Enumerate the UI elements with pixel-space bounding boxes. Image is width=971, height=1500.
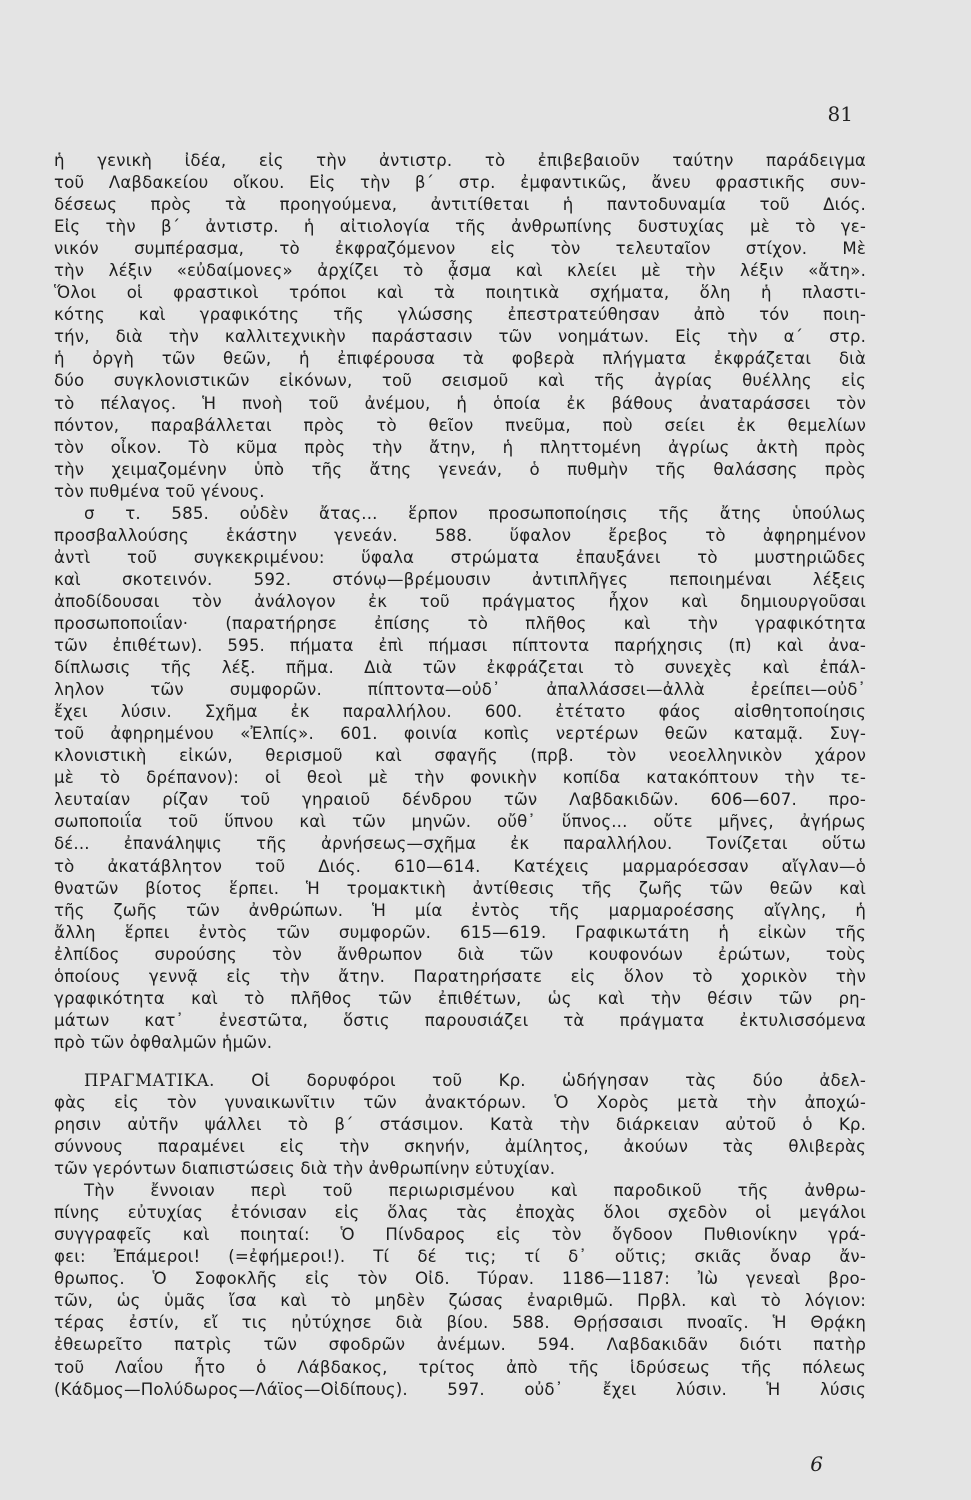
text-line: τῶν γερόντων διαπιστώσεις διὰ τὴν ἀνθρωπίνην εὐτυχίαν. xyxy=(54,1159,556,1179)
text-line: τὸν οἶκον. Τὸ κῦμα πρὸς τὴν ἄτην, ἡ πληττομένη ἀγρίως ἀκτὴ πρὸς xyxy=(54,437,866,457)
text-line: δίπλωσις τῆς λέξ. πῆμα. Διὰ τῶν ἐκφράζεται τὸ συνεχὲς καὶ ἐπάλ- xyxy=(54,658,866,678)
text-line: μάτων κατ᾽ ἐνεστῶτα, ὅστις παρουσιάζει τὰ πράγματα ἐκτυλισσόμενα xyxy=(54,1010,866,1030)
text-line: θρωπος. Ὁ Σοφοκλῆς εἰς τὸν Οἰδ. Τύραν. 1186—1187: Ἰὼ γενεαὶ βρο- xyxy=(54,1269,866,1289)
text-line: τοῦ Λαΐου ἦτο ὁ Λάβδακος, τρίτος ἀπὸ τῆς ἱδρύσεως τῆς πόλεως xyxy=(54,1357,866,1377)
text-line: πόντον, παραβάλλεται πρὸς τὸ θεῖον πνεῦμα, ποὺ σείει ἐκ θεμελίων xyxy=(54,415,866,435)
text-line: γραφικότητα καὶ τὸ πλῆθος τῶν ἐπιθέτων, ὡς καὶ τὴν θέσιν τῶν ρη- xyxy=(54,988,866,1008)
text-line: τῶν ἐπιθέτων). 595. πήματα ἐπὶ πήμασι πίπτοντα παρήχησις (π) καὶ ἀνα- xyxy=(54,636,866,656)
text-line: σύννους παραμένει εἰς τὴν σκηνήν, ἀμίλητος, ἀκούων τὰς θλιβερὰς xyxy=(54,1137,866,1157)
text-line: ἡ γενικὴ ἰδέα, εἰς τὴν ἀντιστρ. τὸ ἐπιβεβαιοῦν ταύτην παράδειγμα xyxy=(54,151,866,170)
text-line: τῆς ζωῆς τῶν ἀνθρώπων. Ἡ μία ἐντὸς τῆς μαρμαροέσσης αἴγλης, ἡ xyxy=(54,900,866,920)
text-line: προσωποποιΐαν· (παρατήρησε ἐπίσης τὸ πλῆθος καὶ τὴν γραφικότητα xyxy=(54,613,866,633)
paragraph-1 xyxy=(54,150,866,503)
text-line: δύο συγκλονιστικῶν εἰκόνων, τοῦ σεισμοῦ καὶ τῆς ἀγρίας θυέλλης εἰς xyxy=(54,371,866,391)
text-line: ἐλπίδος συρούσης τὸν ἄνθρωπον διὰ τῶν κουφονόων ἐρώτων, τοὺς xyxy=(54,944,866,964)
text-line: πίνης εὐτυχίας ἐτόνισαν εἰς ὅλας τὰς ἐποχὰς ὅλοι σχεδὸν οἱ μεγάλοι xyxy=(54,1203,866,1223)
text-line: δέσεως πρὸς τὰ προηγούμενα, ἀντιτίθεται ἡ παντοδυναμία τοῦ Διός. xyxy=(54,195,866,215)
text-line: ἐθεωρεῖτο πατρὶς τῶν σφοδρῶν ἀνέμων. 594. Λαβδακιδᾶν διότι πατὴρ xyxy=(54,1335,866,1355)
text-line: τοῦ Λαβδακείου οἴκου. Εἰς τὴν β΄ στρ. ἐμφαντικῶς, ἄνευ φραστικῆς συν- xyxy=(54,173,866,193)
printer-signature: 6 xyxy=(810,1452,823,1476)
text-line: σ τ. 585. οὐδὲν ἄτας... ἕρπον προσωποποίησις τῆς ἄτης ὑπούλως xyxy=(84,503,866,523)
text-line: προσβαλλούσης ἑκάστην γενεάν. 588. ὕφαλον ἔρεβος τὸ ἀφηρημένον xyxy=(54,525,866,545)
text-line: ληλον τῶν συμφορῶν. πίπτοντα—οὐδ᾽ ἀπαλλάσσει—ἀλλὰ ἐρείπει—οὐδ᾽ xyxy=(54,680,866,700)
text-line: ὁποίους γεννᾷ εἰς τὴν ἄτην. Παρατηρήσατε εἰς ὅλον τὸ χορικὸν τὴν xyxy=(54,966,866,986)
text-line: τὸ πέλαγος. Ἡ πνοὴ τοῦ ἀνέμου, ἡ ὁποία ἐκ βάθους ἀναταράσσει τὸν xyxy=(54,393,866,413)
text-line: ἀποδίδουσαι τὸν ἀνάλογον ἐκ τοῦ πράγματος ἦχον καὶ δημιουργοῦσαι xyxy=(54,591,866,611)
text-line: κότης καὶ γραφικότης τῆς γλώσσης ἐπεστρατεύθησαν ἀπὸ τόν ποιη- xyxy=(54,305,866,325)
text-line: τέρας ἐστίν, εἴ τις ηὐτύχησε διὰ βίου. 588. Θρῄσσαισι πνοαῖς. Ἡ Θρᾴκη xyxy=(54,1313,866,1333)
text-line: τῶν, ὡς ὑμᾶς ἴσα καὶ τὸ μηδὲν ζώσας ἐναριθμῶ. Πρβλ. καὶ τὸ λόγιον: xyxy=(54,1291,866,1311)
text-line: τὸν πυθμένα τοῦ γένους. xyxy=(54,481,265,501)
text-line: (Κάδμος—Πολύδωρος—Λάϊος—Οἰδίπους). 597. οὐδ᾽ ἔχει λύσιν. Ἡ λύσις xyxy=(54,1379,866,1399)
line-text: Οἱ δορυφόροι τοῦ Κρ. ὡδήγησαν τὰς δύο ἀδελ- xyxy=(214,1070,866,1090)
text-line: ἔχει λύσιν. Σχῆμα ἐκ παραλλήλου. 600. ἐτέτατο φάος αἰσθητοποίησις xyxy=(54,702,866,722)
paragraph-gap xyxy=(54,1054,866,1070)
text-line: δέ... ἐπανάληψις τῆς ἀρνήσεως—σχῆμα ἐκ παραλλήλου. Τονίζεται οὕτω xyxy=(54,834,866,854)
text-body xyxy=(54,150,866,1401)
text-line: Ὅλοι οἱ φραστικοὶ τρόποι καὶ τὰ ποιητικὰ σχήματα, ὅλη ἡ πλαστι- xyxy=(54,283,866,303)
page-number: 81 xyxy=(827,102,853,126)
text-line: τὸ ἀκατάβλητον τοῦ Διός. 610—614. Κατέχεις μαρμαρόεσσαν αἴγλαν—ὁ xyxy=(54,856,866,876)
text-line: φὰς εἰς τὸν γυναικωνῖτιν τῶν ἀνακτόρων. Ὁ Χορὸς μετὰ τὴν ἀποχώ- xyxy=(54,1092,866,1112)
text-line: συγγραφεῖς καὶ ποιηταί: Ὁ Πίνδαρος εἰς τὸν ὄγδοον Πυθιονίκην γρά- xyxy=(54,1225,866,1245)
text-line: κλονιστικὴ εἰκών, θερισμοῦ καὶ σφαγῆς (πρβ. τὸν νεοελληνικὸν χάρον xyxy=(54,746,866,766)
text-line: ἀντὶ τοῦ συγκεκριμένου: ὕφαλα στρώματα ἐπαυξάνει τὸ μυστηριῶδες xyxy=(54,547,866,567)
text-line xyxy=(54,1070,866,1092)
text-line: λευταίαν ρίζαν τοῦ γηραιοῦ δένδρου τῶν Λαβδακιδῶν. 606—607. προ- xyxy=(54,790,866,810)
text-line: τὴν χειμαζομένην ὑπὸ τῆς ἄτης γενεάν, ὁ πυθμὴν τῆς θαλάσσης πρὸς xyxy=(54,459,866,479)
text-line: ρησιν αὐτῆν ψάλλει τὸ β΄ στάσιμον. Κατὰ τὴν διάρκειαν αὐτοῦ ὁ Κρ. xyxy=(54,1115,866,1135)
paragraph-2 xyxy=(54,503,866,1054)
text-line: μὲ τὸ δρέπανον): οἱ θεοὶ μὲ τὴν φονικὴν κοπίδα κατακόπτουν τὴν τε- xyxy=(54,768,866,788)
text-line: τοῦ ἀφηρημένου «Ἐλπίς». 601. φοινία κοπὶς νερτέρων θεῶν καταμᾷ. Συγ- xyxy=(54,724,866,744)
text-line: καὶ σκοτεινόν. 592. στόνῳ—βρέμουσιν ἀντιπλῆγες πεποιημέναι λέξεις xyxy=(54,569,866,589)
text-line: φει: Ἐπάμεροι! (=ἐφήμεροι!). Τί δέ τις; τί δ᾽ οὔτις; σκιᾶς ὄναρ ἄν- xyxy=(54,1247,866,1267)
text-line: νικόν συμπέρασμα, τὸ ἐκφραζόμενον εἰς τὸν τελευταῖον στίχον. Μὲ xyxy=(54,239,866,259)
text-line: σωποποιΐα τοῦ ὕπνου καὶ τῶν μηνῶν. οὔθ᾽ ὕπνος... οὔτε μῆνες, ἀγήρως xyxy=(54,812,866,832)
paragraph-3 xyxy=(54,1070,866,1180)
text-line: Εἰς τὴν β΄ ἀντιστρ. ἡ αἰτιολογία τῆς ἀνθρωπίνης δυστυχίας μὲ τὸ γε- xyxy=(54,217,866,237)
text-line: θνατῶν βίοτος ἕρπει. Ἡ τρομακτικὴ ἀντίθεσις τῆς ζωῆς τῶν θεῶν καὶ xyxy=(54,878,866,898)
text-line: ἡ ὀργὴ τῶν θεῶν, ἡ ἐπιφέρουσα τὰ φοβερὰ πλήγματα ἐκφράζεται διὰ xyxy=(54,349,866,369)
text-line: ἄλλη ἕρπει ἐντὸς τῶν συμφορῶν. 615—619. Γραφικωτάτη ἡ εἰκὼν τῆς xyxy=(54,922,866,942)
paragraph-4 xyxy=(54,1180,866,1400)
text-line: τὴν λέξιν «εὐδαίμονες» ἀρχίζει τὸ ᾆσμα καὶ κλείει μὲ τὴν λέξιν «ἄτη». xyxy=(54,261,866,281)
text-line: Τὴν ἔννοιαν περὶ τοῦ περιωρισμένου καὶ παροδικοῦ τῆς ἀνθρω- xyxy=(84,1181,866,1201)
text-line: πρὸ τῶν ὀφθαλμῶν ἡμῶν. xyxy=(54,1032,273,1052)
section-heading: ΠΡΑΓΜΑΤΙΚΑ. xyxy=(84,1070,215,1090)
text-line: τήν, διὰ τὴν καλλιτεχνικὴν παράστασιν τῶν νοημάτων. Εἰς τὴν α΄ στρ. xyxy=(54,327,866,347)
